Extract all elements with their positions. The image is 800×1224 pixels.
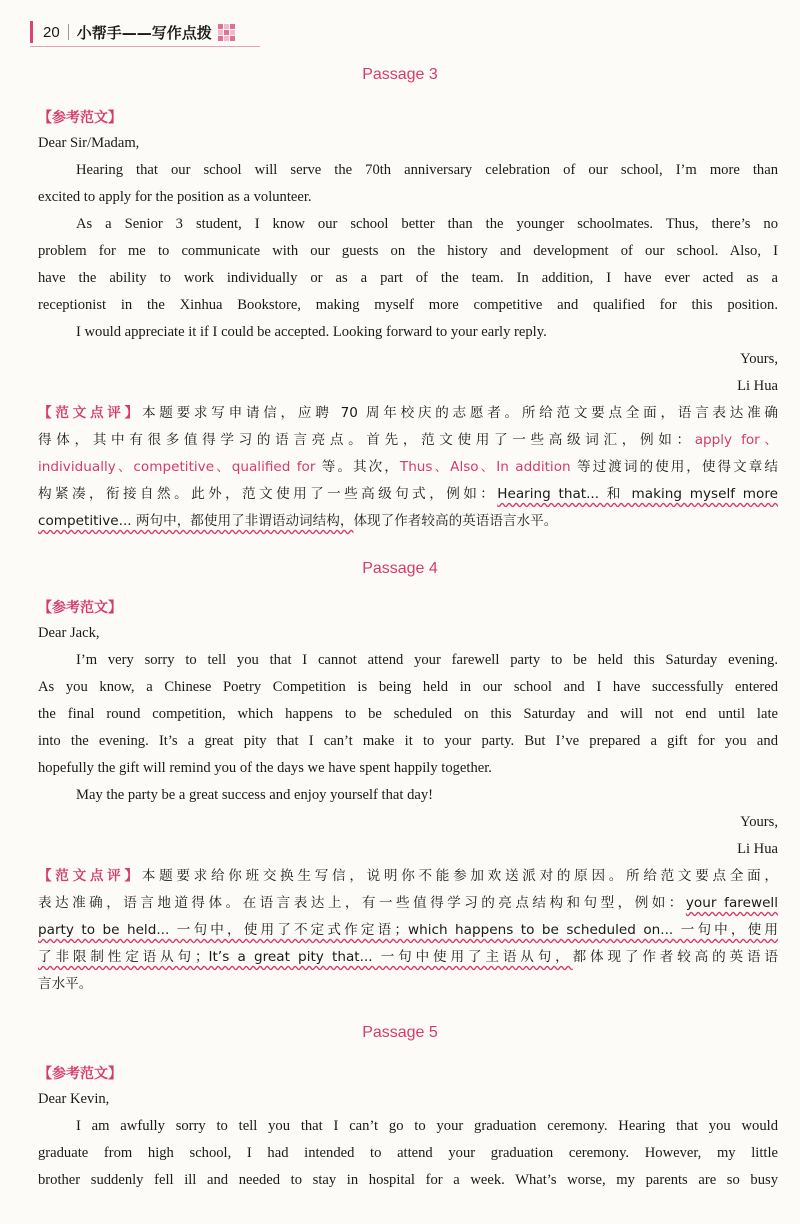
- review-text: 构紧凑，衔接自然。此外，范文使用了一些高级句式，例如：: [38, 486, 498, 502]
- review-text: 本题要求写申请信，应聘 70 周年校庆的志愿者。所给范文要点全面，语言表达准确: [141, 405, 779, 421]
- passage-4-title: Passage 4: [362, 560, 438, 577]
- passage-3-review-line: [38, 508, 778, 535]
- passage-3-text-line: I would appreciate it if I could be accepted. Looking forward to your early reply.: [76, 324, 547, 340]
- review-underlined: party to be held... 一句中，使用了不定式作定语；which happens to be scheduled on... 一句中，使用: [38, 922, 778, 938]
- passage-3-text-line: receptionist in the Xinhua Bookstore, making myself more competitive and qualified for this position.: [38, 297, 778, 313]
- passage-4-review-tag: 【范文点评】: [38, 868, 142, 884]
- review-text: 等过渡词的使用，使得文章结: [570, 459, 778, 475]
- passage-3-review-line: [38, 454, 778, 481]
- review-highlight: individually、competitive、qualified for: [38, 459, 316, 475]
- passage-3-review-line: [38, 427, 778, 454]
- passage-4-review-line: [38, 944, 778, 971]
- passage-4-review-line: [38, 890, 778, 917]
- passage-4-signature: Li Hua: [737, 841, 778, 857]
- passage-3-sample-tag: 【参考范文】: [38, 110, 122, 126]
- passage-4-text-line: As you know, a Chinese Poetry Competition is being held in our school and I have successfully entered: [38, 679, 778, 695]
- review-text: 等。其次，: [315, 459, 400, 475]
- passage-3-text-line: have the ability to work individually or as a part of the team. In addition, I have ever acted as a: [38, 270, 778, 286]
- review-text: 都体现了作者较高的英语语: [572, 949, 779, 965]
- review-underlined: 了非限制性定语从句；It’s a great pity that... 一句中使用了主语从句，: [38, 949, 573, 965]
- passage-5-salutation: Dear Kevin,: [38, 1091, 110, 1107]
- page-header: [30, 18, 235, 46]
- passage-4-closing: Yours,: [740, 814, 778, 830]
- header-separator: [68, 24, 69, 40]
- passage-4-sample-tag: 【参考范文】: [38, 600, 122, 616]
- passage-4-text-line: May the party be a great success and enjoy yourself that day!: [76, 787, 434, 803]
- passage-5-text-line: I am awfully sorry to tell you that I can’t go to your graduation ceremony. Hearing that you would: [76, 1118, 778, 1134]
- passage-5-title: Passage 5: [362, 1024, 438, 1041]
- passage-3-salutation: Dear Sir/Madam,: [38, 135, 140, 151]
- passage-3-text-line: excited to apply for the position as a volunteer.: [38, 189, 312, 205]
- passage-3-review-line: [38, 481, 778, 508]
- passage-5-sample-tag: 【参考范文】: [38, 1066, 122, 1082]
- page-number: 20: [43, 23, 60, 41]
- passage-4-review-line: 言水平。: [38, 976, 93, 992]
- review-text: 得体，其中有很多值得学习的语言亮点。首先，范文使用了一些高级词汇，例如：: [38, 432, 695, 448]
- passage-3-title: Passage 3: [362, 66, 438, 83]
- passage-3-signature: Li Hua: [737, 378, 778, 394]
- passage-5-text-line: graduate from high school, I had intended to attend your graduation ceremony. However, my little: [38, 1145, 778, 1161]
- review-underlined: competitive... 两句中，都使用了非谓语动词结构，: [38, 513, 354, 529]
- passage-4-text-line: the final round competition, which happens to be scheduled on this Saturday and will not end until late: [38, 706, 778, 722]
- review-text: 表达准确，语言地道得体。在语言表达上，有一些值得学习的亮点结构和句型，例如：: [38, 895, 686, 911]
- passage-4-salutation: Dear Jack,: [38, 625, 100, 641]
- passage-3-review-line: [38, 400, 778, 427]
- passage-5: [38, 1062, 778, 1194]
- header-rule: [30, 46, 260, 47]
- grid-decoration-icon: [218, 24, 235, 41]
- header-accent-bar: [30, 21, 33, 43]
- review-text: 体现了作者较高的英语语言水平。: [353, 513, 558, 529]
- passage-4-text-line: I’m very sorry to tell you that I cannot attend your farewell party to be held this Saturday evening.: [76, 652, 778, 668]
- passage-4-review-line: [38, 917, 778, 944]
- passage-3-text-line: Hearing that our school will serve the 70th anniversary celebration of our school, I’m more than: [76, 162, 778, 178]
- review-underlined: Hearing that... 和 making myself more: [497, 486, 778, 502]
- passage-3: [38, 106, 778, 535]
- passage-4: [38, 596, 778, 998]
- review-underlined: your farewell: [685, 895, 778, 911]
- passage-4-review-line: [38, 863, 778, 890]
- review-text: 本题要求给你班交换生写信，说明你不能参加欢送派对的原因。所给范文要点全面，: [141, 868, 779, 884]
- passage-4-text-line: hopefully the gift will remind you of the days we have spent happily together.: [38, 760, 492, 776]
- passage-3-text-line: problem for me to communicate with our guests on the history and development of our school. Also, I: [38, 243, 778, 259]
- header-title: 小帮手——写作点拨: [76, 23, 212, 42]
- passage-3-review-tag: 【范文点评】: [38, 405, 142, 421]
- passage-4-text-line: into the evening. It’s a great pity that I can’t make it to your party. But I’ve prepared a gift for you and: [38, 733, 778, 749]
- passage-5-text-line: brother suddenly fell ill and needed to stay in hospital for a week. What’s worse, my parents are so busy: [38, 1172, 778, 1188]
- passage-3-closing: Yours,: [740, 351, 778, 367]
- review-highlight: Thus、Also、In addition: [399, 459, 571, 475]
- review-highlight: apply for、: [694, 432, 778, 448]
- passage-3-text-line: As a Senior 3 student, I know our school better than the younger schoolmates. Thus, there’s no: [76, 216, 778, 232]
